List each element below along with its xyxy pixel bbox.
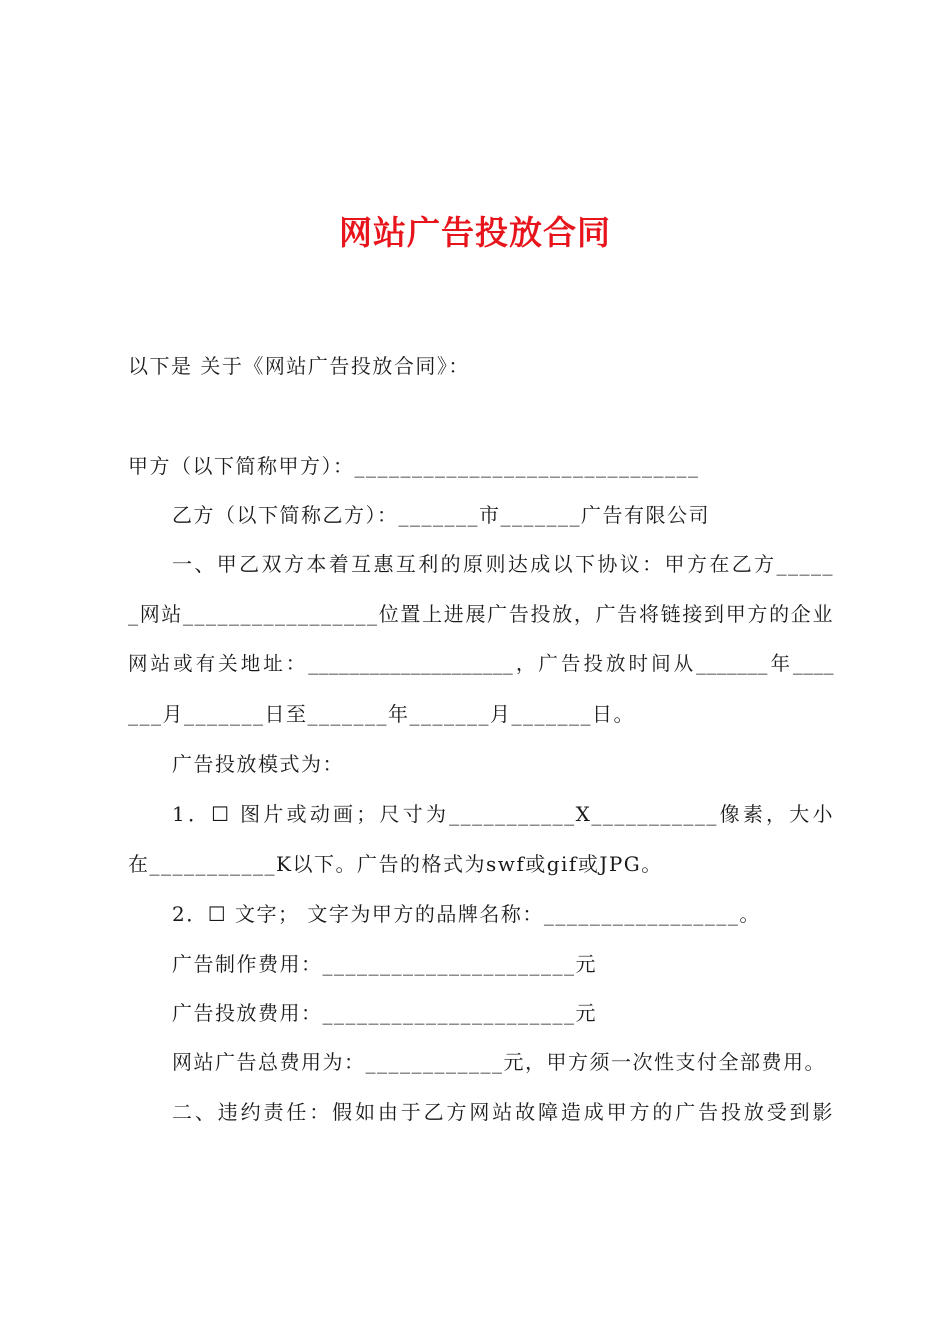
clause-1-line-4: ___月_______日至_______年_______月_______日。 (128, 702, 635, 726)
party-a-line: 甲方（以下简称甲方）：______________________________ (128, 454, 700, 478)
placement-fee-line: 广告投放费用：______________________元 (172, 1001, 597, 1025)
clause-1-line-3: 网站或有关地址：____________________，广告投放时间从_______年____ (128, 652, 834, 675)
total-fee-line: 网站广告总费用为：____________元，甲方须一次性支付全部费用。 (172, 1050, 826, 1074)
intro-line: 以下是 关于《网站广告投放合同》： (128, 354, 470, 378)
option-1-line-2: 在___________K以下。广告的格式为swf或gif或JPG。 (128, 852, 663, 876)
party-b-line: 乙方（以下简称乙方）：_______市_______广告有限公司 (172, 503, 710, 527)
option-2-line: 2．☐ 文字； 文字为甲方的品牌名称：_________________。 (172, 902, 761, 926)
clause-1-line-2: _网站_________________位置上进展广告投放，广告将链接到甲方的企业 (128, 602, 834, 626)
ad-mode-heading: 广告投放模式为： (172, 752, 344, 776)
option-1-line-1: 1．☐ 图片或动画；尺寸为___________X___________像素，大小 (172, 802, 834, 826)
document-title: 网站广告投放合同 (339, 213, 611, 252)
production-fee-line: 广告制作费用：______________________元 (172, 952, 597, 976)
clause-2-line-1: 二、违约责任：假如由于乙方网站故障造成甲方的广告投放受到影 (172, 1100, 834, 1124)
clause-1-line-1: 一、甲乙双方本着互惠互利的原则达成以下协议：甲方在乙方_____ (172, 552, 834, 576)
